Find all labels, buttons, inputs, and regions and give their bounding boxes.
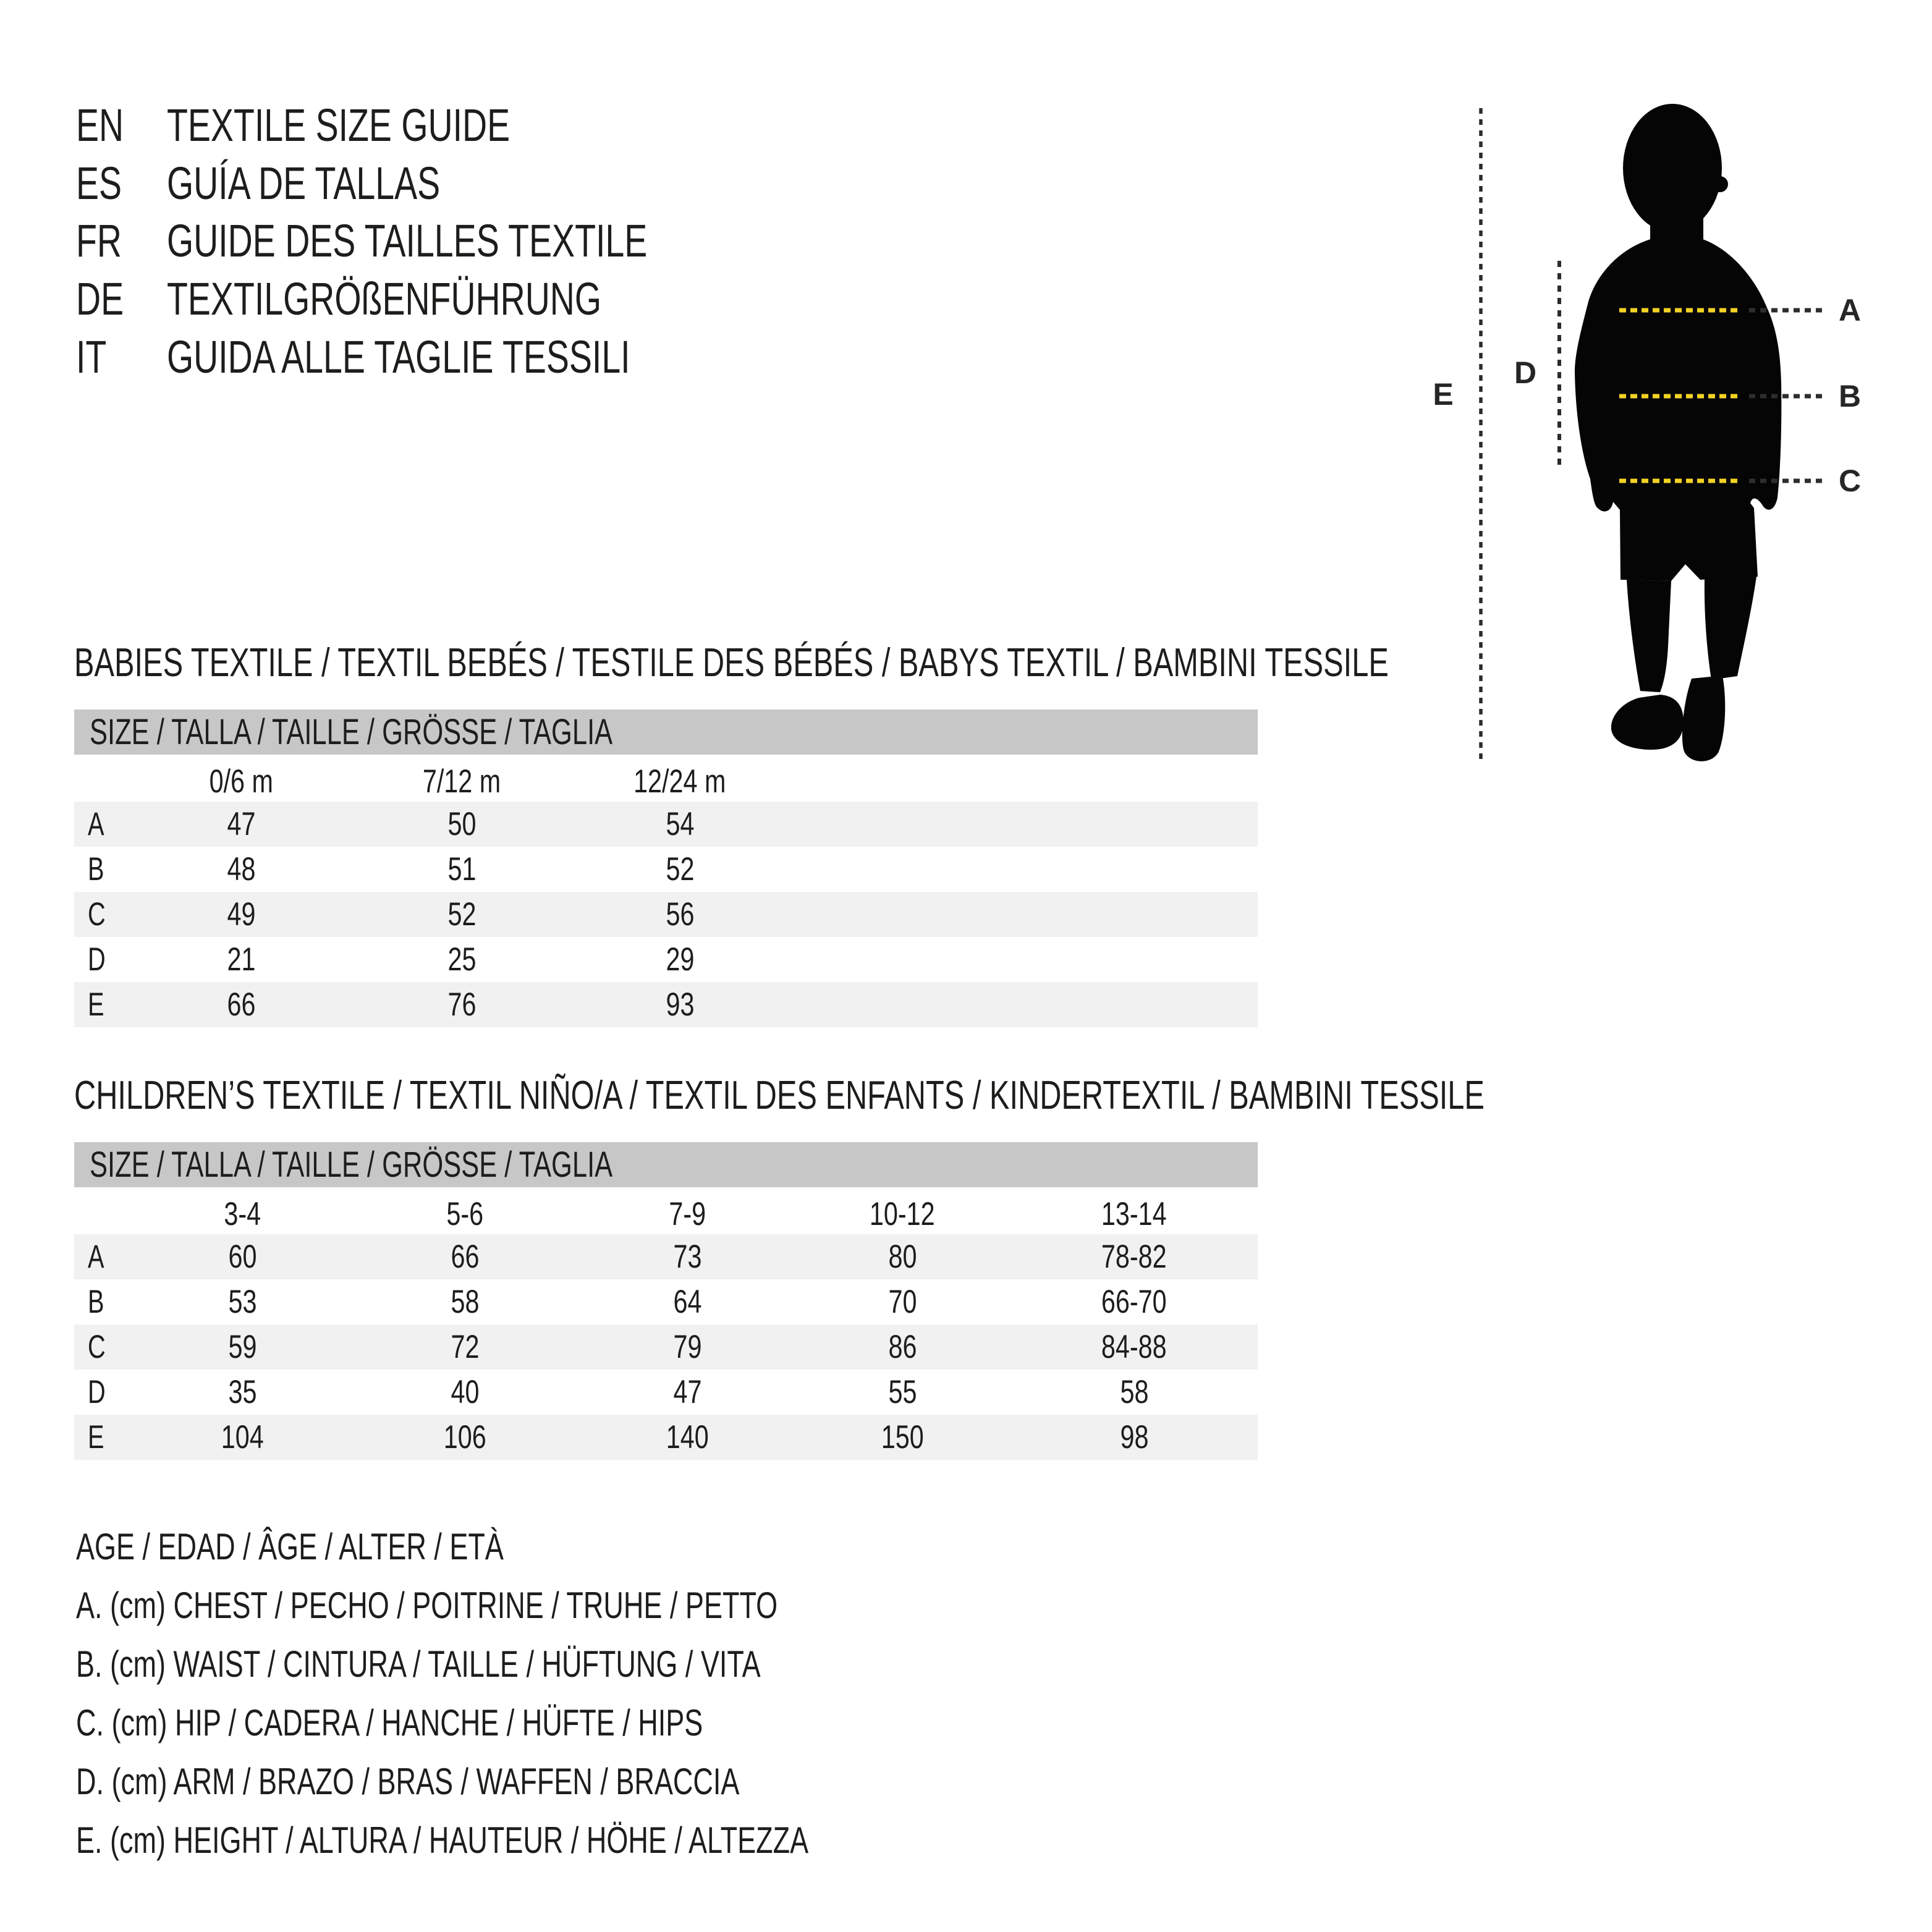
cell-value: 29 [666, 941, 694, 978]
legend-chest [76, 1577, 1012, 1633]
babies-size-header-bar [74, 710, 1258, 755]
cell-value: 48 [227, 851, 255, 888]
legend-arm [76, 1753, 960, 1809]
cell-value: 35 [228, 1374, 257, 1410]
babies-row-c [74, 892, 1258, 937]
lang-code-de: DE [76, 273, 124, 324]
babies-section-title [74, 640, 1827, 685]
legend-text: C. (cm) HIP / CADERA / HANCHE / HÜFTE / HIPS [76, 1701, 703, 1743]
babies-col-2: 12/24 m [633, 763, 726, 800]
cell-value: 50 [447, 806, 477, 842]
cell-value: 93 [666, 986, 694, 1023]
lang-code-es: ES [76, 157, 122, 209]
cell-value: 104 [221, 1419, 264, 1455]
babies-row-e [74, 982, 1258, 1027]
legend-age [76, 1519, 646, 1574]
legend-hip [76, 1695, 912, 1750]
cell-value: 53 [228, 1284, 257, 1320]
cell-value: 79 [673, 1329, 702, 1365]
row-label: D [88, 941, 106, 978]
cell-value: 54 [666, 806, 694, 842]
children-row-a [74, 1234, 1258, 1279]
cell-value: 58 [451, 1284, 480, 1320]
lang-title-en: TEXTILE SIZE GUIDE [167, 99, 511, 151]
row-label: B [88, 1284, 104, 1320]
silhouette-right-shoe [1682, 676, 1725, 761]
lang-title-es: GUÍA DE TALLAS [167, 157, 441, 209]
children-row-b [74, 1279, 1258, 1324]
babies-col-1: 7/12 m [423, 763, 501, 800]
children-row-e [74, 1415, 1258, 1460]
children-col-0: 3-4 [224, 1196, 261, 1232]
cell-value: 73 [673, 1239, 702, 1275]
cell-value: 86 [888, 1329, 917, 1365]
cell-value: 59 [228, 1329, 257, 1365]
cell-value: 66 [451, 1239, 480, 1275]
silhouette-torso [1575, 235, 1781, 581]
label-b: B [1838, 379, 1862, 413]
children-size-header-bar [74, 1142, 1258, 1187]
legend-text: D. (cm) ARM / BRAZO / BRAS / WAFFEN / BRACCIA [76, 1760, 740, 1802]
row-label: C [88, 1329, 106, 1365]
cell-value: 140 [666, 1419, 709, 1455]
cell-value: 70 [888, 1284, 917, 1320]
cell-value: 52 [447, 896, 477, 933]
silhouette-ear [1712, 176, 1728, 192]
cell-value: 106 [444, 1419, 486, 1455]
row-label: D [88, 1374, 106, 1410]
children-column-header-row [74, 1192, 1258, 1237]
row-label: E [88, 986, 104, 1023]
babies-col-0: 0/6 m [209, 763, 273, 800]
cell-value: 84-88 [1101, 1329, 1167, 1365]
row-label: A [88, 806, 104, 842]
label-d: D [1514, 355, 1537, 390]
label-e: E [1433, 377, 1454, 412]
cell-value: 66-70 [1101, 1284, 1167, 1320]
lang-title-it: GUIDA ALLE TAGLIE TESSILI [167, 331, 630, 383]
cell-value: 78-82 [1101, 1239, 1167, 1275]
cell-value: 58 [1120, 1374, 1148, 1410]
row-label: E [88, 1419, 104, 1455]
children-col-1: 5-6 [446, 1196, 484, 1232]
legend-text: B. (cm) WAIST / CINTURA / TAILLE / HÜFTUNG / VITA [76, 1643, 761, 1685]
cell-value: 150 [881, 1419, 924, 1455]
row-label: C [88, 896, 106, 933]
cell-value: 98 [1120, 1419, 1148, 1455]
children-size-header-text: SIZE / TALLA / TAILLE / GRÖSSE / TAGLIA [90, 1145, 613, 1185]
cell-value: 80 [888, 1239, 917, 1275]
cell-value: 21 [227, 941, 255, 978]
legend-text: E. (cm) HEIGHT / ALTURA / HAUTEUR / HÖHE / ALTEZZA [76, 1819, 809, 1861]
children-col-4: 13-14 [1101, 1196, 1167, 1232]
lang-title-de: TEXTILGRÖßENFÜHRUNG [167, 273, 602, 324]
babies-row-b [74, 847, 1258, 892]
cell-value: 40 [451, 1374, 480, 1410]
cell-value: 56 [666, 896, 694, 933]
silhouette-left-shoe [1611, 695, 1684, 750]
children-row-d [74, 1370, 1258, 1415]
legend-text: A. (cm) CHEST / PECHO / POITRINE / TRUHE / PETTO [76, 1584, 778, 1626]
cell-value: 60 [228, 1239, 257, 1275]
children-col-2: 7-9 [669, 1196, 706, 1232]
cell-value: 76 [447, 986, 477, 1023]
lang-code-en: EN [76, 99, 124, 151]
children-col-3: 10-12 [870, 1196, 935, 1232]
lang-title-fr: GUIDE DES TAILLES TEXTILE [167, 214, 648, 266]
lang-code-fr: FR [76, 214, 122, 266]
cell-value: 47 [673, 1374, 702, 1410]
legend-text: AGE / EDAD / ÂGE / ALTER / ETÀ [76, 1525, 504, 1567]
babies-column-header-row [74, 759, 1258, 804]
children-row-c [74, 1324, 1258, 1370]
cell-value: 49 [227, 896, 255, 933]
cell-value: 52 [666, 851, 694, 888]
cell-value: 47 [227, 806, 255, 842]
cell-value: 66 [227, 986, 255, 1023]
babies-row-d [74, 937, 1258, 982]
row-label: B [88, 851, 104, 888]
babies-row-a [74, 802, 1258, 847]
label-a: A [1838, 293, 1862, 328]
cell-value: 55 [888, 1374, 917, 1410]
legend-height [76, 1812, 1053, 1868]
babies-size-header-text: SIZE / TALLA / TAILLE / GRÖSSE / TAGLIA [90, 712, 613, 752]
cell-value: 64 [673, 1284, 702, 1320]
cell-value: 25 [447, 941, 477, 978]
babies-title-text: BABIES TEXTILE / TEXTIL BEBÉS / TESTILE DES BÉBÉS / BABYS TEXTIL / BAMBINI TESSILE [74, 640, 1389, 685]
children-title-text: CHILDREN’S TEXTILE / TEXTIL NIÑO/A / TEXTIL DES ENFANTS / KINDERTEXTIL / BAMBINI TESSILE [74, 1072, 1485, 1117]
lang-code-it: IT [76, 331, 107, 383]
legend-waist [76, 1636, 989, 1692]
cell-value: 72 [451, 1329, 480, 1365]
cell-value: 51 [447, 851, 477, 888]
label-c: C [1838, 464, 1862, 498]
row-label: A [88, 1239, 104, 1275]
children-section-title [74, 1072, 1932, 1117]
